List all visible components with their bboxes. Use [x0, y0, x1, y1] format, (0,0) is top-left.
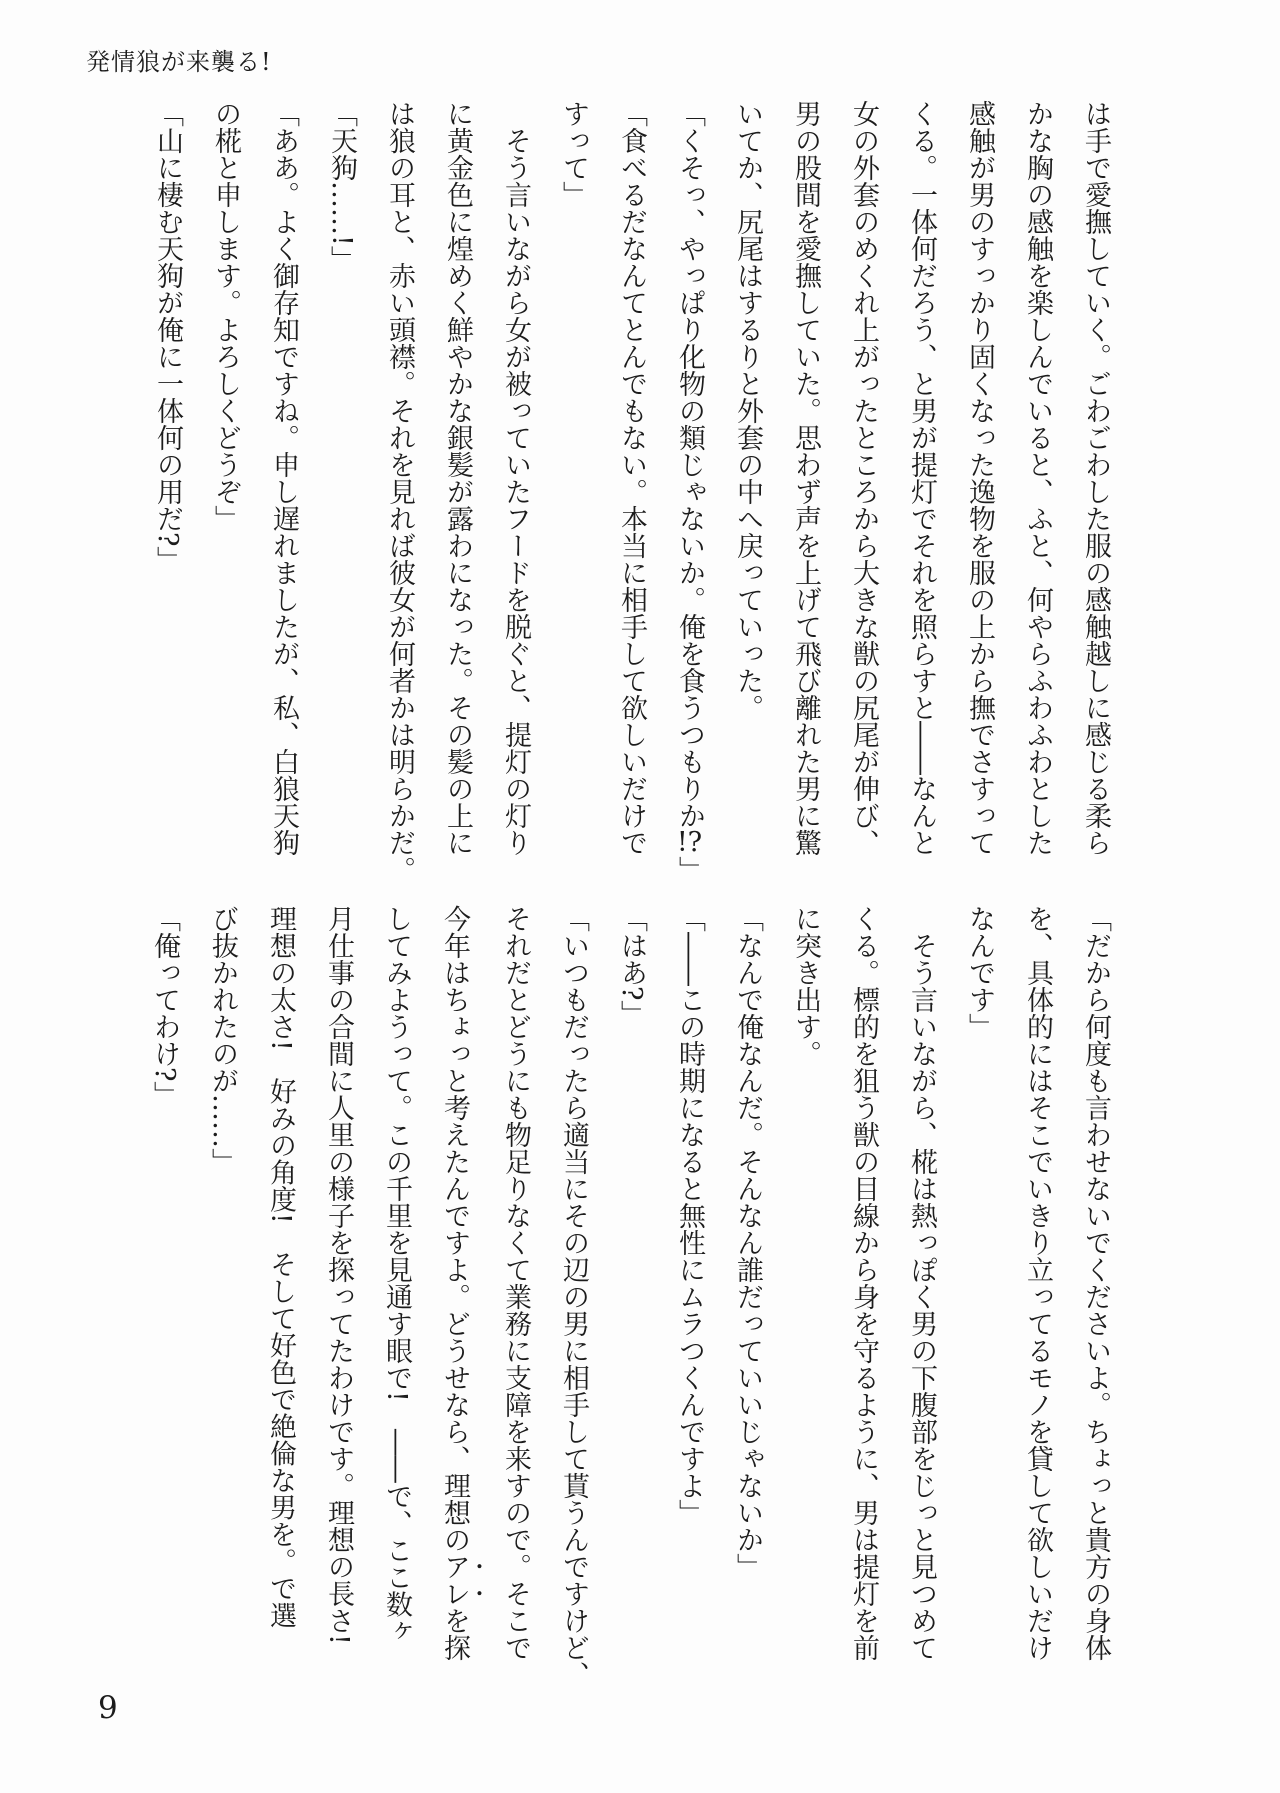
text-run: 男の股間を愛撫していた。思わず声を上げて飛び離れた男に驚 — [790, 100, 821, 856]
text-run: なんです」 — [964, 905, 995, 1040]
text-line — [834, 905, 892, 1705]
text-line — [138, 100, 196, 868]
text-run: 「いつもだったら適当にその辺の男に相手して貰うんですけど、 — [558, 905, 589, 1688]
text-line — [718, 905, 776, 1705]
text-run: の椛と申します。よろしくどうぞ」 — [210, 100, 241, 532]
text-line — [486, 100, 544, 868]
text-line — [367, 905, 425, 1705]
text-line — [950, 100, 1008, 868]
text-line — [1008, 905, 1066, 1705]
text-line — [950, 905, 1008, 1705]
text-run: そう言いながら、椛は熱っぽく男の下腹部をじっと見つめて — [906, 905, 937, 1661]
text-run: に突き出す。 — [790, 905, 821, 1067]
text-line — [776, 905, 834, 1705]
text-run: 「天狗……!」 — [326, 100, 357, 273]
text-block-bottom — [135, 905, 1124, 1705]
text-line — [602, 100, 660, 868]
text-line — [602, 905, 660, 1705]
text-run: を探 — [439, 1607, 470, 1661]
page-number: 9 — [98, 1690, 118, 1726]
text-line — [309, 905, 367, 1705]
text-line — [428, 100, 486, 868]
text-run: 「ああ。よく御存知ですね。申し遅れましたが、私、白狼天狗 — [268, 100, 299, 856]
text-line — [1066, 100, 1124, 868]
text-line — [370, 100, 428, 883]
text-run: 「なんで俺なんだ。そんなん誰だっていいじゃないか」 — [732, 905, 763, 1580]
text-line — [486, 905, 544, 1705]
text-run: 」 — [674, 856, 705, 883]
text-run: それだとどうにも物足りなくて業務に支障を来すので。そこで — [500, 905, 531, 1661]
text-run: そう言いながら女が被っていたフードを脱ぐと、提灯の灯り — [500, 100, 531, 856]
text-line — [251, 905, 309, 1705]
text-run: 「食べるだなんてとんでもない。本当に相手して欲しいだけで — [616, 100, 647, 856]
text-block-top — [138, 100, 1124, 883]
text-run: を、具体的にはそこでいきり立ってるモノを貸して欲しいだけ — [1022, 905, 1053, 1661]
text-run: は手で愛撫していく。ごわごわした服の感触越しに感じる柔ら — [1080, 100, 1111, 856]
text-line — [660, 905, 718, 1705]
text-run: 「くそっ、やっぱり化物の類じゃないか。俺を食うつもりか — [674, 100, 705, 829]
text-line — [718, 100, 776, 868]
text-run: くる。標的を狙う獣の目線から身を守るように、男は提灯を前 — [848, 905, 879, 1661]
text-line — [254, 100, 312, 868]
text-run: してみようって。この千里を見通す眼で! ――で、ここ数ヶ — [381, 905, 412, 1645]
text-run: すって」 — [558, 100, 589, 208]
text-line — [1008, 100, 1066, 868]
text-line — [193, 905, 251, 1705]
text-run: 「――この時期になると無性にムラつくんですよ」 — [674, 905, 705, 1526]
running-header-title: 発情狼が来襲る! — [86, 48, 272, 76]
text-run: いてか、尻尾はするりと外套の中へ戻っていった。 — [732, 100, 763, 721]
text-run: は狼の耳と、赤い頭襟。それを見れば彼女が何者かは明らかだ。 — [384, 100, 415, 883]
text-line — [196, 100, 254, 868]
text-run: 感触が男のすっかり固くなった逸物を服の上から撫でさすって — [964, 100, 995, 856]
text-run: 「俺ってわけ?」 — [149, 905, 180, 1109]
text-run: 月仕事の合間に人里の様子を探ってたわけです。理想の長さ! — [323, 905, 354, 1645]
tatechuyoko-text: !? — [676, 829, 703, 856]
text-line — [135, 905, 193, 1705]
text-run: 今年はちょっと考えたんですよ。どうせなら、理想の — [439, 905, 470, 1553]
text-line — [660, 100, 718, 883]
text-run: に黄金色に煌めく鮮やかな銀髪が露わになった。その髪の上に — [442, 100, 473, 856]
text-run: 「山に棲む天狗が俺に一体何の用だ?」 — [152, 100, 183, 574]
text-run: 「はあ?」 — [616, 905, 647, 1028]
text-line — [544, 100, 602, 868]
text-run: 理想の太さ! 好みの角度! そして好色で絶倫な男を。で選 — [265, 905, 296, 1629]
text-line — [776, 100, 834, 868]
text-run: 「だから何度も言わせないでくださいよ。ちょっと貴方の身体 — [1080, 905, 1111, 1661]
text-run: び抜かれたのが……」 — [207, 905, 238, 1175]
text-line — [544, 905, 602, 1705]
text-line — [1066, 905, 1124, 1705]
text-line — [834, 100, 892, 868]
text-line — [312, 100, 370, 868]
text-line — [892, 100, 950, 868]
text-line — [892, 905, 950, 1705]
text-line — [425, 905, 486, 1705]
text-run: くる。一体何だろう、と男が提灯でそれを照らすと――なんと — [906, 100, 937, 856]
text-run: かな胸の感触を楽しんでいると、ふと、何やらふわふわとした — [1022, 100, 1053, 856]
emphasized-text: アレ — [439, 1553, 470, 1607]
text-run: 女の外套のめくれ上がったところから大きな獣の尻尾が伸び、 — [848, 100, 879, 856]
